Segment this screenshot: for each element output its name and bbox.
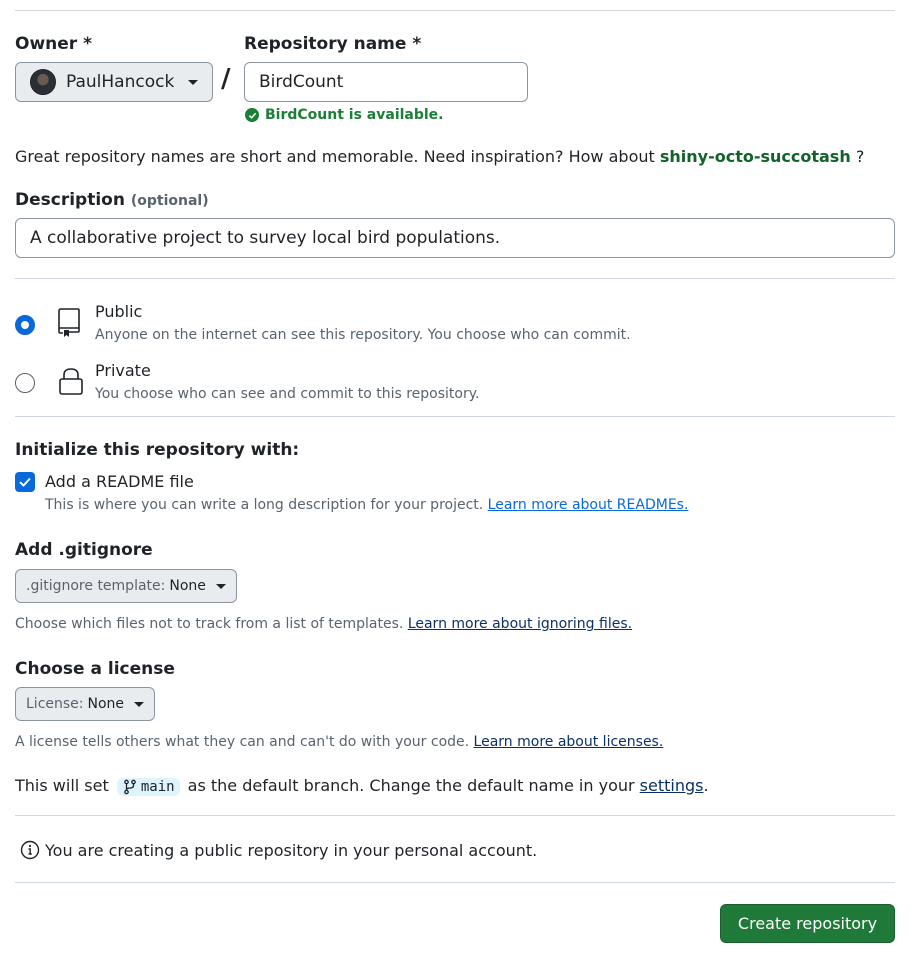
gitignore-description: Choose which files not to track from a list of templates. Learn more about ignoring files.	[15, 616, 633, 632]
divider	[15, 416, 895, 417]
create-repository-button[interactable]: Create repository	[720, 904, 895, 943]
gitignore-learn-more-link[interactable]: Learn more about ignoring files.	[407, 616, 633, 632]
name-suggestion	[15, 147, 864, 166]
git-branch-icon	[122, 779, 138, 795]
public-radio[interactable]	[15, 315, 35, 335]
info-icon	[20, 840, 40, 860]
lock-icon	[58, 366, 84, 400]
settings-link[interactable]: settings	[639, 776, 704, 795]
gitignore-template-select[interactable]	[15, 569, 237, 603]
readme-label[interactable]: Add a README file	[45, 472, 194, 491]
divider	[15, 882, 895, 883]
default-branch-note: This will set main as the default branch. Change the default name in your settings.	[15, 776, 709, 795]
description-input[interactable]	[15, 218, 895, 258]
license-select[interactable]	[15, 687, 155, 721]
description-label: Description (optional)	[15, 190, 209, 210]
chevron-down-icon	[216, 584, 226, 589]
private-description: You choose who can see and commit to this repository.	[95, 386, 480, 402]
owner-name: PaulHancock	[66, 72, 175, 92]
license-select-prefix: License:	[26, 696, 84, 712]
readme-learn-more-link[interactable]: Learn more about READMEs.	[487, 497, 689, 513]
readme-checkbox[interactable]	[15, 472, 35, 492]
checkmark-icon	[18, 475, 32, 489]
readme-description: This is where you can write a long description for your project. Learn more about READMEs.	[45, 497, 689, 513]
repo-name-input[interactable]	[244, 62, 528, 102]
chevron-down-icon	[134, 702, 144, 707]
owner-repo-separator: /	[221, 64, 231, 94]
repo-icon	[57, 306, 83, 342]
suggestion-prefix: Great repository names are short and memorable. Need inspiration? How about	[15, 147, 655, 166]
branch-name: main	[140, 778, 175, 795]
gitignore-select-value: None	[169, 578, 206, 594]
check-circle-icon	[245, 108, 259, 122]
owner-dropdown[interactable]	[15, 62, 213, 102]
init-heading: Initialize this repository with:	[15, 440, 300, 460]
license-description: A license tells others what they can and can't do with your code. Learn more about licenses.	[15, 734, 664, 750]
public-repo-notice	[20, 840, 537, 860]
gitignore-select-prefix: .gitignore template:	[26, 578, 166, 594]
branch-pill	[117, 778, 180, 796]
optional-tag: (optional)	[130, 193, 209, 209]
repo-name-label: Repository name *	[244, 34, 422, 54]
avatar	[30, 69, 56, 95]
license-learn-more-link[interactable]: Learn more about licenses.	[473, 734, 664, 750]
divider	[15, 815, 895, 816]
public-description: Anyone on the internet can see this repository. You choose who can commit.	[95, 327, 631, 343]
chevron-down-icon	[188, 80, 198, 85]
gitignore-heading: Add .gitignore	[15, 540, 153, 560]
availability-status	[245, 107, 444, 123]
license-select-value: None	[87, 696, 125, 712]
private-radio[interactable]	[15, 373, 35, 393]
divider	[15, 278, 895, 279]
license-heading: Choose a license	[15, 659, 175, 679]
availability-text: BirdCount is available.	[265, 107, 444, 123]
public-title: Public	[95, 302, 143, 321]
top-divider	[15, 10, 895, 11]
private-title: Private	[95, 361, 151, 380]
owner-label: Owner *	[15, 34, 92, 54]
notice-text: You are creating a public repository in your personal account.	[45, 840, 538, 860]
suggestion-suffix: ?	[855, 147, 865, 166]
suggested-name-link[interactable]: shiny-octo-succotash	[659, 147, 851, 166]
